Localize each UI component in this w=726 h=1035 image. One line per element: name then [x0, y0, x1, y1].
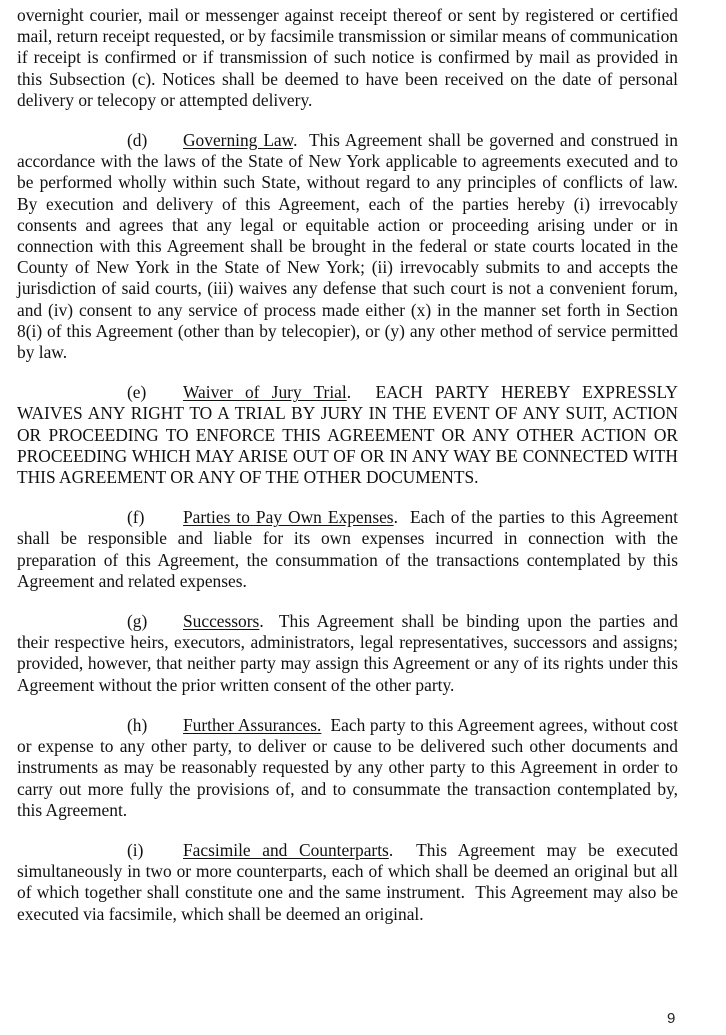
- section-label: (d): [127, 130, 148, 151]
- section-heading: Waiver of Jury Trial: [183, 382, 347, 403]
- section-label: (h): [127, 714, 148, 735]
- section-governing-law: [17, 130, 687, 363]
- document-page: [17, 5, 687, 944]
- heading-punctuation: .: [346, 382, 352, 403]
- section-label: (i): [127, 839, 144, 860]
- section-heading: Further Assurances.: [183, 714, 322, 735]
- section-successors: [17, 611, 683, 696]
- page-number: 9: [667, 1010, 676, 1027]
- section-label: (f): [127, 507, 145, 528]
- section-heading: Parties to Pay Own Expenses: [183, 507, 394, 528]
- heading-punctuation: .: [293, 130, 298, 151]
- section-label: (g): [127, 611, 148, 632]
- section-facsimile-and-counterparts: [17, 839, 683, 925]
- section-parties-to-pay-own-expenses: [17, 507, 683, 592]
- section-body: This Agreement may be executed simultaneously in two or more counterparts, each of which shall be deemed an original but all of which together shall constitute one and the same instrument. This Agreement may also be executed via facsimile, which shall be deemed an original.: [17, 839, 683, 924]
- section-further-assurances: [17, 714, 683, 821]
- section-body: This Agreement shall be binding upon the parties and their respective heirs, executors, administrators, legal representatives, successors and assigns; provided, however, that neither party may assign this Agreement or any of its rights under this Agreement without the prior written consent of the other party.: [17, 611, 683, 695]
- section-body: This Agreement shall be governed and construed in accordance with the laws of the State of New York applicable to agreements executed and to be performed wholly within such State, without regard to any principles of conflicts of law. By execution and delivery of this Agreement, each of the parties hereby (i) irrevocably consents and agrees that any legal or equitable action or proceeding arising under or in connection with this Agreement shall be brought in the federal or state courts located in the County of New York in the State of New York; (ii) irrevocably submits to and accepts the jurisdiction of said courts, (iii) waives any defense that such court is not a convenient forum, and (iv) consent to any service of process made either (x) in the manner set forth in Section 8(i) of this Agreement (other than by telecopier), or (y) any other method of service permitted by law.: [17, 130, 687, 363]
- section-body: Each party to this Agreement agrees, without cost or expense to any other party, to deliver or cause to be delivered such other documents and instruments as may be reasonably requested by any other party to this Agreement in order to carry out more fully the provisions of, and to consummate the transaction contemplated by, this Agreement.: [17, 714, 683, 820]
- notices-continuation-paragraph: overnight courier, mail or messenger against receipt thereof or sent by registered or certified mail, return receipt requested, or by facsimile transmission or similar means of communication if receipt is confirmed or if transmission of such notice is confirmed by mail as provided in this Subsection (c). Notices shall be deemed to have been received on the date of personal delivery or telecopy or attempted delivery.: [17, 5, 678, 110]
- heading-punctuation: .: [388, 839, 394, 860]
- section-heading: Successors: [183, 611, 260, 632]
- section-waiver-of-jury-trial: [17, 382, 683, 488]
- section-body: EACH PARTY HEREBY EXPRESSLY WAIVES ANY RIGHT TO A TRIAL BY JURY IN THE EVENT OF ANY SUIT, ACTION OR PROCEEDING TO ENFORCE THIS AGREEMENT OR ANY OTHER ACTION OR PROCEEDING WHICH MAY ARISE OUT OF OR IN ANY WAY BE CONNECTED WITH THIS AGREEMENT OR ANY OF THE OTHER DOCUMENTS.: [17, 382, 683, 488]
- section-body: Each of the parties to this Agreement shall be responsible and liable for its own expenses incurred in connection with the preparation of this Agreement, the consummation of the transactions contemplated by this Agreement and related expenses.: [17, 507, 683, 591]
- heading-punctuation: .: [259, 611, 264, 632]
- heading-punctuation: .: [393, 507, 398, 528]
- section-label: (e): [127, 382, 147, 403]
- section-heading: Governing Law: [183, 130, 294, 151]
- section-heading: Facsimile and Counterparts: [183, 839, 389, 860]
